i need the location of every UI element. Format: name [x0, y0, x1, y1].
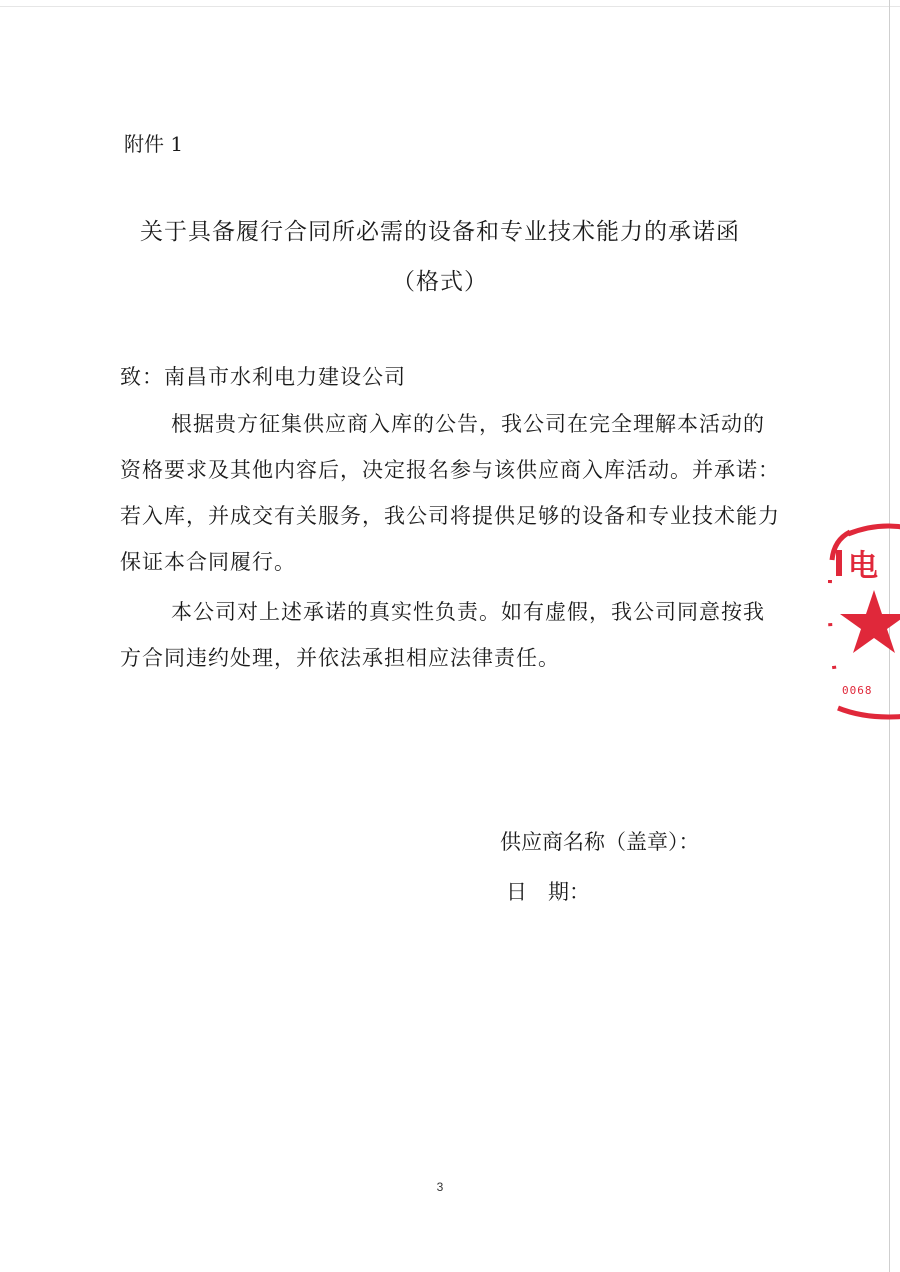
addressee: 致：南昌市水利电力建设公司 [120, 365, 406, 389]
seal-character: 电 [848, 549, 878, 584]
page-number: 3 [436, 1180, 444, 1194]
date-label: 日 期： [506, 880, 590, 904]
scan-top-edge [0, 6, 900, 7]
seal-number: 0068 [842, 684, 873, 697]
paragraph1-line3: 若入库，并成交有关服务，我公司将提供足够的设备和专业技术能力 [120, 504, 780, 528]
supplier-name-label: 供应商名称（盖章）： [500, 830, 700, 854]
company-seal-partial [828, 520, 900, 720]
paragraph2-line1: 本公司对上述承诺的真实性负责。如有虚假，我公司同意按我 [171, 600, 765, 624]
seal-star-icon [840, 590, 900, 653]
document-title: 关于具备履行合同所必需的设备和专业技术能力的承诺函 [140, 219, 740, 245]
document-subtitle: （格式） [392, 269, 488, 295]
paragraph2-line2: 方合同违约处理，并依法承担相应法律责任。 [120, 646, 560, 670]
paragraph1-line4: 保证本合同履行。 [120, 550, 296, 574]
attachment-label: 附件 1 [124, 132, 184, 156]
paragraph1-line2: 资格要求及其他内容后，决定报名参与该供应商入库活动。并承诺： [120, 458, 780, 482]
paragraph1-line1: 根据贵方征集供应商入库的公告，我公司在完全理解本活动的 [171, 412, 765, 436]
